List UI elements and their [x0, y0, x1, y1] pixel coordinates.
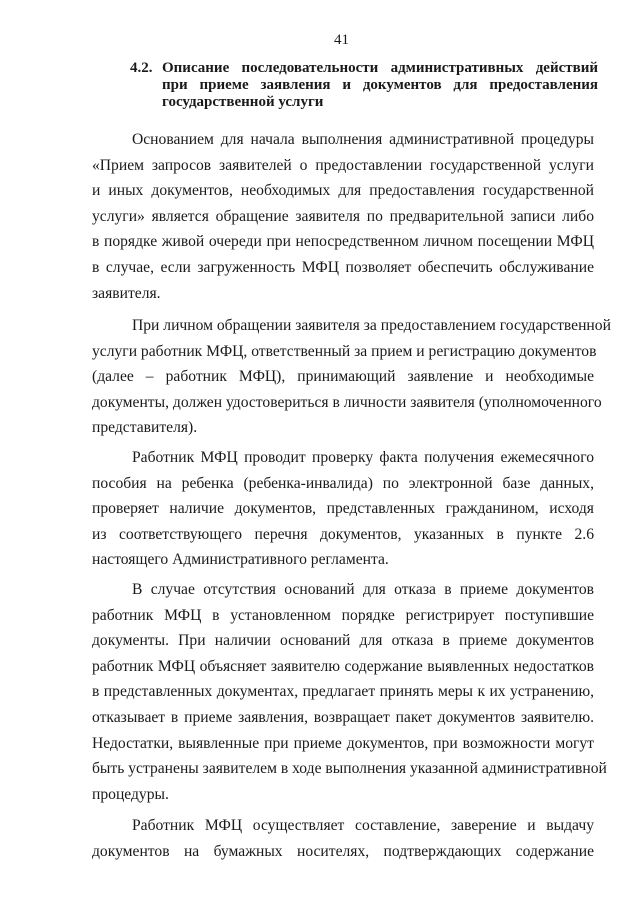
text-line: Основанием для начала выполнения административной процедуры	[132, 131, 594, 148]
text-line: услуги работник МФЦ, ответственный за прием и регистрацию документов	[92, 342, 597, 360]
text-line: услуги» является обращение заявителя по предварительной записи либо	[92, 207, 594, 225]
section-title-line: Описание последовательности административных действий	[162, 60, 598, 76]
text-line: документы. При наличии оснований для отказа в приеме документов	[92, 632, 594, 650]
paragraph-1	[92, 127, 594, 306]
section-title-line: при приеме заявления и документов для предоставления	[162, 77, 598, 93]
text-line: заявителя.	[92, 284, 161, 302]
paragraph-2	[92, 313, 611, 441]
text-line: в случае, если загруженность МФЦ позволяет обеспечить обслуживание	[92, 258, 594, 276]
text-line: документы, должен удостовериться в личности заявителя (уполномоченного	[92, 393, 602, 411]
text-line: и иных документов, необходимых для предоставления государственной	[92, 182, 594, 200]
text-line: процедуры.	[92, 785, 169, 803]
text-line: Недостатки, выявленные при приеме документов, при возможности могут	[92, 734, 594, 752]
text-line: работник МФЦ объясняет заявителю содержание выявленных недостатков	[92, 657, 594, 675]
text-line: документов на бумажных носителях, подтверждающих содержание	[92, 842, 594, 860]
text-line: работник МФЦ в установленном порядке регистрирует поступившие	[92, 606, 594, 624]
section-heading-line-1	[130, 60, 598, 77]
text-line: пособия на ребенка (ребенка-инвалида) по электронной базе данных,	[92, 474, 594, 492]
text-line: в порядке живой очереди при непосредственном личном посещении МФЦ	[92, 233, 594, 251]
text-line: Работник МФЦ проводит проверку факта получения ежемесячного	[132, 449, 594, 466]
text-line: из соответствующего перечня документов, указанных в пункте 2.6	[92, 525, 594, 543]
text-line: в представленных документах, предлагает принять меры к их устранению,	[92, 683, 594, 701]
section-title-line: государственной услуги	[162, 94, 324, 110]
text-line: быть устранены заявителем в ходе выполнения указанной административной	[92, 760, 607, 778]
text-line: Работник МФЦ осуществляет составление, заверение и выдачу	[132, 817, 594, 834]
text-line: При личном обращении заявителя за предоставлением государственной	[132, 317, 611, 334]
section-heading	[130, 60, 598, 111]
paragraph-4	[92, 577, 607, 807]
text-line: «Прием запросов заявителей о предоставлении государственной услуги	[92, 156, 594, 174]
text-line: представителя).	[92, 419, 198, 437]
page-number: 41	[334, 32, 349, 48]
text-line: настоящего Административного регламента.	[92, 551, 389, 569]
section-number: 4.2.	[130, 60, 153, 76]
text-line: отказывает в приеме заявления, возвращает пакет документов заявителю.	[92, 708, 594, 726]
text-line: В случае отсутствия оснований для отказа в приеме документов	[132, 581, 594, 598]
text-line: (далее – работник МФЦ), принимающий заявление и необходимые	[92, 368, 594, 386]
text-line: проверяет наличие документов, представленных гражданином, исходя	[92, 500, 594, 518]
paragraph-5	[92, 813, 594, 864]
paragraph-3	[92, 445, 594, 573]
